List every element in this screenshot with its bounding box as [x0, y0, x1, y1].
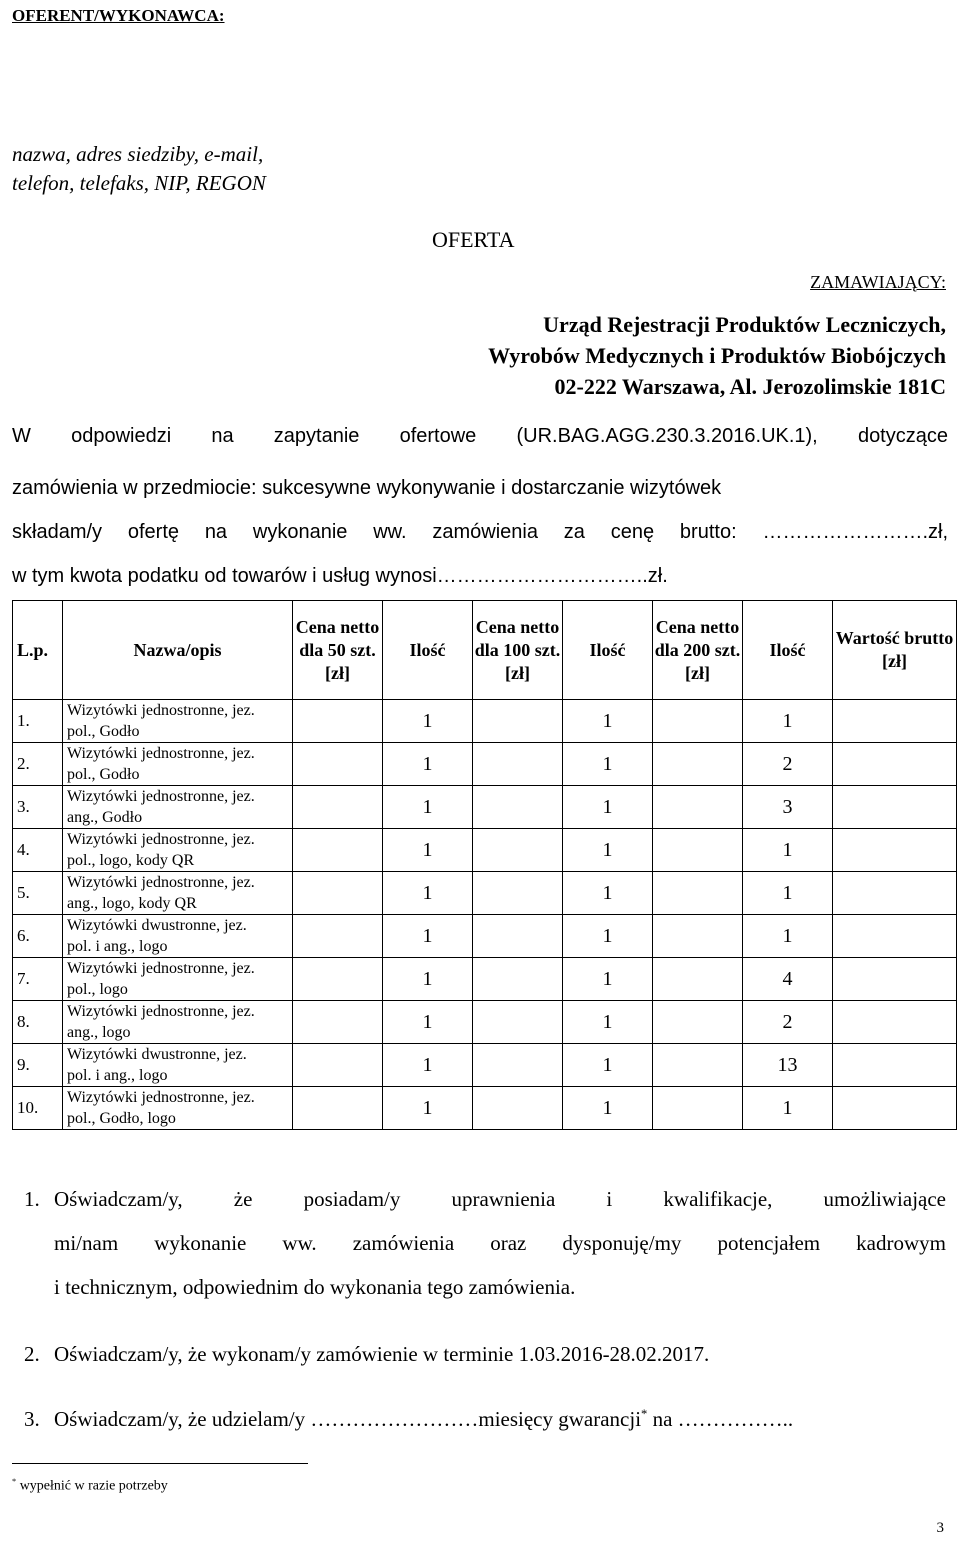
row-price-200[interactable] [653, 958, 743, 1001]
row-name [63, 829, 293, 872]
footnote-separator [12, 1463, 308, 1464]
row-name [63, 743, 293, 786]
row-price-50[interactable] [293, 872, 383, 915]
row-price-50[interactable] [293, 1044, 383, 1087]
table-row [13, 829, 957, 872]
header-qty-2: Ilość [563, 601, 653, 700]
row-price-50[interactable] [293, 1001, 383, 1044]
row-price-200[interactable] [653, 829, 743, 872]
footnote [12, 1477, 168, 1495]
header-qty-1: Ilość [383, 601, 473, 700]
row-qty-100: 1 [563, 829, 653, 872]
row-qty-200: 2 [743, 1001, 833, 1044]
statement-3-text-a: Oświadczam/y, że udzielam/y ……………………miesięcy gwarancji [54, 1407, 642, 1431]
row-qty-200: 1 [743, 872, 833, 915]
row-price-200[interactable] [653, 743, 743, 786]
footnote-text: wypełnić w razie potrzeby [16, 1478, 168, 1494]
header-price-100: Cena netto dla 100 szt. [zł] [473, 601, 563, 700]
row-qty-50: 1 [383, 743, 473, 786]
row-price-50[interactable] [293, 958, 383, 1001]
row-price-100[interactable] [473, 958, 563, 1001]
row-qty-100: 1 [563, 915, 653, 958]
row-price-50[interactable] [293, 700, 383, 743]
table-row [13, 1087, 957, 1130]
zamawiajacy-line-1: Urząd Rejestracji Produktów Leczniczych, [543, 312, 946, 337]
intro-line-2: zamówienia w przedmiocie: sukcesywne wykonywanie i dostarczanie wizytówek [12, 477, 722, 499]
statement-2-text: Oświadczam/y, że wykonam/y zamówienie w terminie 1.03.2016-28.02.2017. [54, 1342, 710, 1366]
statement-3-text-b: na …………….. [647, 1407, 794, 1431]
statement-1-line-3: i technicznym, odpowiednim do wykonania tego zamówienia. [54, 1275, 576, 1299]
row-price-50[interactable] [293, 829, 383, 872]
statement-1-line-1: Oświadczam/y, że posiadam/y uprawnienia i kwalifikacje, umożliwiające [54, 1187, 946, 1211]
row-qty-200: 1 [743, 700, 833, 743]
row-lp: 6. [13, 915, 63, 958]
header-total: Wartość brutto [zł] [833, 601, 957, 700]
row-name-line-1: Wizytówki jednostronne, jez. [67, 1089, 255, 1106]
table-row [13, 700, 957, 743]
row-total[interactable] [833, 1001, 957, 1044]
row-name-line-2: ang., Godło [67, 809, 143, 826]
row-total[interactable] [833, 786, 957, 829]
table-row [13, 915, 957, 958]
row-name-line-1: Wizytówki jednostronne, jez. [67, 831, 255, 848]
oferent-label: OFERENT/WYKONAWCA: [12, 6, 225, 25]
row-price-200[interactable] [653, 1087, 743, 1130]
row-total[interactable] [833, 829, 957, 872]
row-price-50[interactable] [293, 915, 383, 958]
row-name-line-1: Wizytówki jednostronne, jez. [67, 960, 255, 977]
row-name-line-1: Wizytówki jednostronne, jez. [67, 1003, 255, 1020]
statement-1-line-2: mi/nam wykonanie ww. zamówienia oraz dysponuję/my potencjałem kadrowym [54, 1231, 946, 1255]
row-qty-50: 1 [383, 1044, 473, 1087]
row-qty-50: 1 [383, 872, 473, 915]
row-qty-50: 1 [383, 915, 473, 958]
row-qty-100: 1 [563, 700, 653, 743]
row-total[interactable] [833, 1087, 957, 1130]
row-qty-50: 1 [383, 829, 473, 872]
intro-line-1: W odpowiedzi na zapytanie ofertowe (UR.BAG.AGG.230.3.2016.UK.1), dotyczące [12, 425, 948, 447]
row-price-100[interactable] [473, 829, 563, 872]
row-name-line-2: pol., Godło [67, 766, 140, 783]
row-price-50[interactable] [293, 1087, 383, 1130]
row-price-100[interactable] [473, 700, 563, 743]
row-price-200[interactable] [653, 1044, 743, 1087]
row-name-line-1: Wizytówki dwustronne, jez. [67, 1046, 247, 1063]
row-name [63, 958, 293, 1001]
row-price-100[interactable] [473, 743, 563, 786]
row-qty-200: 1 [743, 915, 833, 958]
row-name-line-2: ang., logo, kody QR [67, 895, 197, 912]
header-qty-3: Ilość [743, 601, 833, 700]
row-name [63, 1087, 293, 1130]
statement-3-text [54, 1407, 946, 1432]
row-price-100[interactable] [473, 1001, 563, 1044]
header-price-200: Cena netto dla 200 szt. [zł] [653, 601, 743, 700]
row-price-50[interactable] [293, 743, 383, 786]
oferent-info-line-2: telefon, telefaks, NIP, REGON [12, 171, 266, 195]
row-price-100[interactable] [473, 1044, 563, 1087]
row-name-line-2: pol. i ang., logo [67, 1067, 168, 1084]
row-name [63, 915, 293, 958]
row-lp: 10. [13, 1087, 63, 1130]
footnote-reference: * [641, 1407, 648, 1421]
row-qty-200: 2 [743, 743, 833, 786]
row-lp: 3. [13, 786, 63, 829]
zamawiajacy-line-2: Wyrobów Medycznych i Produktów Biobójczych [488, 343, 946, 368]
row-price-200[interactable] [653, 915, 743, 958]
row-price-200[interactable] [653, 1001, 743, 1044]
statement-2-number: 2. [24, 1342, 40, 1366]
row-qty-50: 1 [383, 786, 473, 829]
row-qty-200: 13 [743, 1044, 833, 1087]
row-name [63, 700, 293, 743]
offer-table [12, 600, 957, 1130]
row-lp: 8. [13, 1001, 63, 1044]
statement-3-number: 3. [24, 1407, 40, 1431]
row-price-100[interactable] [473, 872, 563, 915]
document-title: OFERTA [432, 227, 515, 252]
table-row [13, 1001, 957, 1044]
row-price-200[interactable] [653, 700, 743, 743]
row-name-line-2: pol., logo, kody QR [67, 852, 195, 869]
row-price-200[interactable] [653, 786, 743, 829]
row-qty-100: 1 [563, 743, 653, 786]
row-name [63, 786, 293, 829]
row-lp: 5. [13, 872, 63, 915]
row-total[interactable] [833, 958, 957, 1001]
row-name-line-2: ang., logo [67, 1024, 131, 1041]
row-total[interactable] [833, 700, 957, 743]
row-total[interactable] [833, 743, 957, 786]
row-lp: 2. [13, 743, 63, 786]
row-qty-50: 1 [383, 1087, 473, 1130]
row-price-100[interactable] [473, 915, 563, 958]
row-qty-100: 1 [563, 1001, 653, 1044]
header-name: Nazwa/opis [63, 601, 293, 700]
table-row [13, 958, 957, 1001]
statement-1-number: 1. [24, 1187, 40, 1211]
row-qty-50: 1 [383, 1001, 473, 1044]
row-price-100[interactable] [473, 1087, 563, 1130]
row-qty-100: 1 [563, 1087, 653, 1130]
footnote-mark: * [12, 1477, 17, 1486]
header-lp: L.p. [13, 601, 63, 700]
row-qty-100: 1 [563, 1044, 653, 1087]
page-number: 3 [936, 1520, 944, 1536]
table-row [13, 1044, 957, 1087]
row-lp: 1. [13, 700, 63, 743]
row-price-50[interactable] [293, 786, 383, 829]
table-row [13, 743, 957, 786]
row-name [63, 872, 293, 915]
intro-line-4: w tym kwota podatku od towarów i usług wynosi…………………………..zł. [12, 565, 668, 587]
row-name-line-1: Wizytówki jednostronne, jez. [67, 874, 255, 891]
row-qty-100: 1 [563, 958, 653, 1001]
intro-line-3: składam/y ofertę na wykonanie ww. zamówienia za cenę brutto: …………………….zł, [12, 521, 948, 543]
row-name-line-1: Wizytówki dwustronne, jez. [67, 917, 247, 934]
header-price-50: Cena netto dla 50 szt. [zł] [293, 601, 383, 700]
row-lp: 9. [13, 1044, 63, 1087]
zamawiajacy-line-3: 02-222 Warszawa, Al. Jerozolimskie 181C [554, 374, 946, 399]
row-total[interactable] [833, 1044, 957, 1087]
row-qty-200: 1 [743, 1087, 833, 1130]
row-qty-50: 1 [383, 700, 473, 743]
row-qty-200: 1 [743, 829, 833, 872]
zamawiajacy-label: ZAMAWIAJĄCY: [810, 272, 946, 292]
row-lp: 7. [13, 958, 63, 1001]
row-qty-200: 4 [743, 958, 833, 1001]
row-name-line-1: Wizytówki jednostronne, jez. [67, 745, 255, 762]
row-name-line-1: Wizytówki jednostronne, jez. [67, 788, 255, 805]
table-body [13, 700, 957, 1130]
row-total[interactable] [833, 915, 957, 958]
row-name-line-1: Wizytówki jednostronne, jez. [67, 702, 255, 719]
row-qty-100: 1 [563, 786, 653, 829]
row-qty-50: 1 [383, 958, 473, 1001]
row-lp: 4. [13, 829, 63, 872]
row-price-200[interactable] [653, 872, 743, 915]
table-row [13, 786, 957, 829]
table-header-row [13, 601, 957, 700]
row-name-line-2: pol., Godło [67, 723, 140, 740]
row-total[interactable] [833, 872, 957, 915]
row-name [63, 1044, 293, 1087]
row-name [63, 1001, 293, 1044]
row-qty-100: 1 [563, 872, 653, 915]
row-qty-200: 3 [743, 786, 833, 829]
row-name-line-2: pol., Godło, logo [67, 1110, 176, 1127]
table-row [13, 872, 957, 915]
oferent-info-line-1: nazwa, adres siedziby, e-mail, [12, 142, 264, 166]
row-name-line-2: pol., logo [67, 981, 128, 998]
row-price-100[interactable] [473, 786, 563, 829]
row-name-line-2: pol. i ang., logo [67, 938, 168, 955]
